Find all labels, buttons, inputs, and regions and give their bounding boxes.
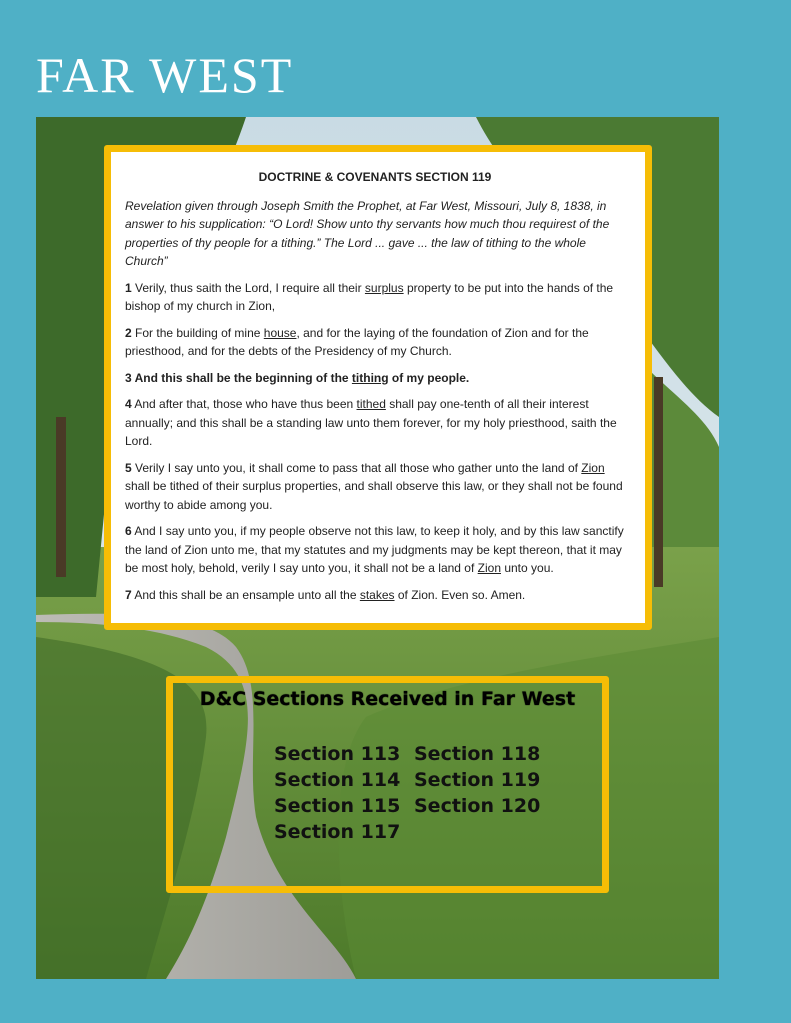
verse-link[interactable]: tithing [351, 370, 389, 385]
verse-text: shall pay one-tenth of all their interest annually; and this shall be a standing law unto them forever, for my holy priesthood, saith the Lord. [125, 397, 617, 448]
verse-text: property to be put into the hands of the bishop of my church in Zion, [125, 280, 614, 313]
sections-title: D&C Sections Received in Far West [199, 688, 576, 710]
section-item: Section 119 [414, 769, 541, 791]
verse-text: , and for the laying of the foundation of Zion and for the priesthood, and for the debts of the Presidency of my Church. [125, 325, 589, 358]
verse-text: For the building of mine [131, 325, 264, 340]
verse-text: of Zion. Even so. Amen. [394, 587, 526, 602]
verse-6 [125, 522, 625, 578]
verse-text: Verily I say unto you, it shall come to pass that all those who gather unto the land of [131, 460, 582, 475]
verse-text: And after that, those who have thus been [131, 397, 357, 411]
verse-link[interactable]: house [263, 325, 297, 340]
verse-text: And I say unto you, if my people observe not this law, to keep it holy, and by this law sanctify the land of Zion unto me, that my statutes and my judgments may be kept thereon, that it may be most holy, behold, verily I say unto you, it shall not be a land of [125, 524, 624, 575]
sections-list [274, 743, 554, 843]
verse-4 [125, 395, 625, 451]
section-item: Section 113 [274, 743, 401, 765]
verse-text: Verily, thus saith the Lord, I require all their [131, 280, 365, 295]
scripture-intro: Revelation given through Joseph Smith the Prophet, at Far West, Missouri, July 8, 1838, in answer to his supplication: “O Lord! Show unto thy servants how much thou requirest of the properties of thy people for a tithing.” The Lord ... gave ... the law of tithing to the whole Church” [125, 198, 610, 268]
verse-text: of my people. [388, 370, 470, 385]
page-title: FAR WEST [36, 47, 294, 103]
verse-text: And this shall be an ensample unto all the [131, 587, 360, 602]
verse-link[interactable]: Zion [477, 561, 501, 575]
verse-text: unto you. [501, 561, 554, 575]
verse-text: And this shall be the beginning of the [131, 370, 352, 385]
verse-1 [125, 279, 625, 316]
verse-3 [125, 369, 625, 388]
verse-link[interactable]: tithed [356, 397, 386, 411]
scripture-heading: DOCTRINE & COVENANTS SECTION 119 [258, 170, 492, 184]
section-item: Section 118 [414, 743, 541, 765]
verse-2 [125, 324, 625, 361]
verse-number: 5 [125, 460, 132, 475]
verse-text: shall be tithed of their surplus properties, and shall observe this law, or they shall not be found worthy to abide among you. [125, 479, 623, 512]
verse-5 [125, 459, 625, 515]
verse-number: 4 [125, 397, 132, 411]
verse-number: 3 [125, 370, 132, 385]
verse-number: 1 [125, 280, 132, 295]
verse-7 [125, 586, 625, 605]
verse-link[interactable]: surplus [364, 280, 404, 295]
section-item: Section 120 [414, 795, 541, 817]
section-item: Section 117 [274, 821, 401, 843]
section-item: Section 115 [274, 795, 401, 817]
scripture-panel [113, 154, 635, 616]
verse-link[interactable]: stakes [359, 587, 395, 602]
verse-number: 6 [125, 524, 132, 538]
verse-number: 2 [125, 325, 132, 340]
verse-number: 7 [125, 587, 132, 602]
section-item: Section 114 [274, 769, 401, 791]
verse-link[interactable]: Zion [581, 460, 605, 475]
